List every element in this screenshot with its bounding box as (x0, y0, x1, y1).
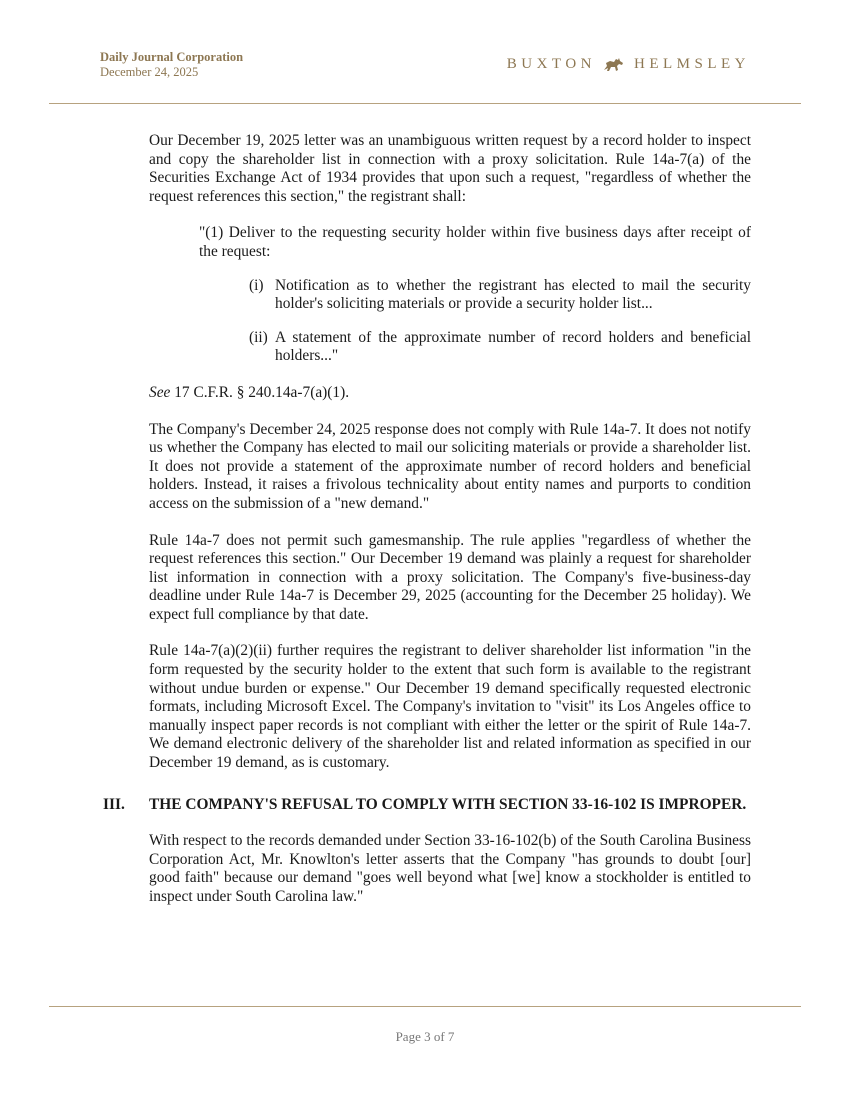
quoted-list-item (249, 277, 751, 314)
footer-divider (49, 1006, 801, 1007)
letterhead-recipient (100, 50, 243, 80)
horse-icon (602, 57, 624, 73)
paragraph: Our December 19, 2025 letter was an unambiguous written request by a record holder to inspect and copy the shareholder list in connection with a proxy solicitation. Rule 14a-7(a) of the Securities Exchange Act of 1934 provides that upon such a request, "regardless of whether the request references this section," the registrant shall: (149, 132, 751, 205)
list-item-number: (ii) (249, 328, 268, 346)
brand-right: HELMSLEY (634, 56, 750, 72)
list-item-text: Notification as to whether the registrant has elected to mail the security holder's soliciting materials or provide a security holder list... (275, 276, 751, 313)
page-number: Page 3 of 7 (395, 1029, 455, 1044)
brand-left: BUXTON (506, 56, 596, 72)
section-title: THE COMPANY'S REFUSAL TO COMPLY WITH SECTION 33-16-102 IS IMPROPER. (149, 795, 747, 813)
quoted-rule: "(1) Deliver to the requesting security holder within five business days after receipt of the request: (199, 224, 751, 260)
quoted-list-item (249, 329, 751, 366)
citation-reference: 17 C.F.R. § 240.14a-7(a)(1). (170, 383, 350, 401)
header-divider (49, 103, 801, 104)
list-item-number: (i) (249, 276, 264, 294)
citation-signal: See (149, 383, 171, 401)
paragraph: With respect to the records demanded under Section 33-16-102(b) of the South Carolina Business Corporation Act, Mr. Knowlton's letter asserts that the Company "has grounds to doubt [our] good faith" because our demand "goes well beyond what [we] know a stockholder is entitled to inspect under South Carolina law." (149, 832, 751, 905)
letter-date: December 24, 2025 (100, 65, 199, 79)
paragraph: The Company's December 24, 2025 response does not comply with Rule 14a-7. It does not notify us whether the Company has elected to mail our soliciting materials or provide a shareholder list. It does not provide a statement of the approximate number of record holders and beneficial holders. Instead, it raises a frivolous technicality about entity names and purports to condition access on the submission of a "new demand." (149, 420, 751, 512)
section-heading (103, 795, 751, 815)
recipient-company: Daily Journal Corporation (100, 50, 244, 64)
list-item-text: A statement of the approximate number of record holders and beneficial holders..." (275, 328, 751, 365)
section-number: III. (103, 795, 125, 813)
citation (149, 384, 751, 403)
paragraph: Rule 14a-7 does not permit such gamesmanship. The rule applies "regardless of whether the request references this section." Our December 19 demand was plainly a request for shareholder list information in connection with a proxy solicitation. The Company's five-business-day deadline under Rule 14a-7 is December 29, 2025 (accounting for the December 25 holiday). We expect full compliance by that date. (149, 531, 751, 623)
letter-body (103, 132, 751, 907)
paragraph: Rule 14a-7(a)(2)(ii) further requires the registrant to deliver shareholder list information "in the form requested by the security holder to the extent that such form is available to the registrant without undue burden or expense." Our December 19 demand specifically requested electronic formats, including Microsoft Excel. The Company's invitation to "visit" its Los Angeles office to manually inspect paper records is not compliant with either the letter or the spirit of Rule 14a-7. We demand electronic delivery of the shareholder list and related information as specified in our December 19 demand, as is customary. (149, 642, 751, 772)
firm-logo (507, 56, 750, 73)
